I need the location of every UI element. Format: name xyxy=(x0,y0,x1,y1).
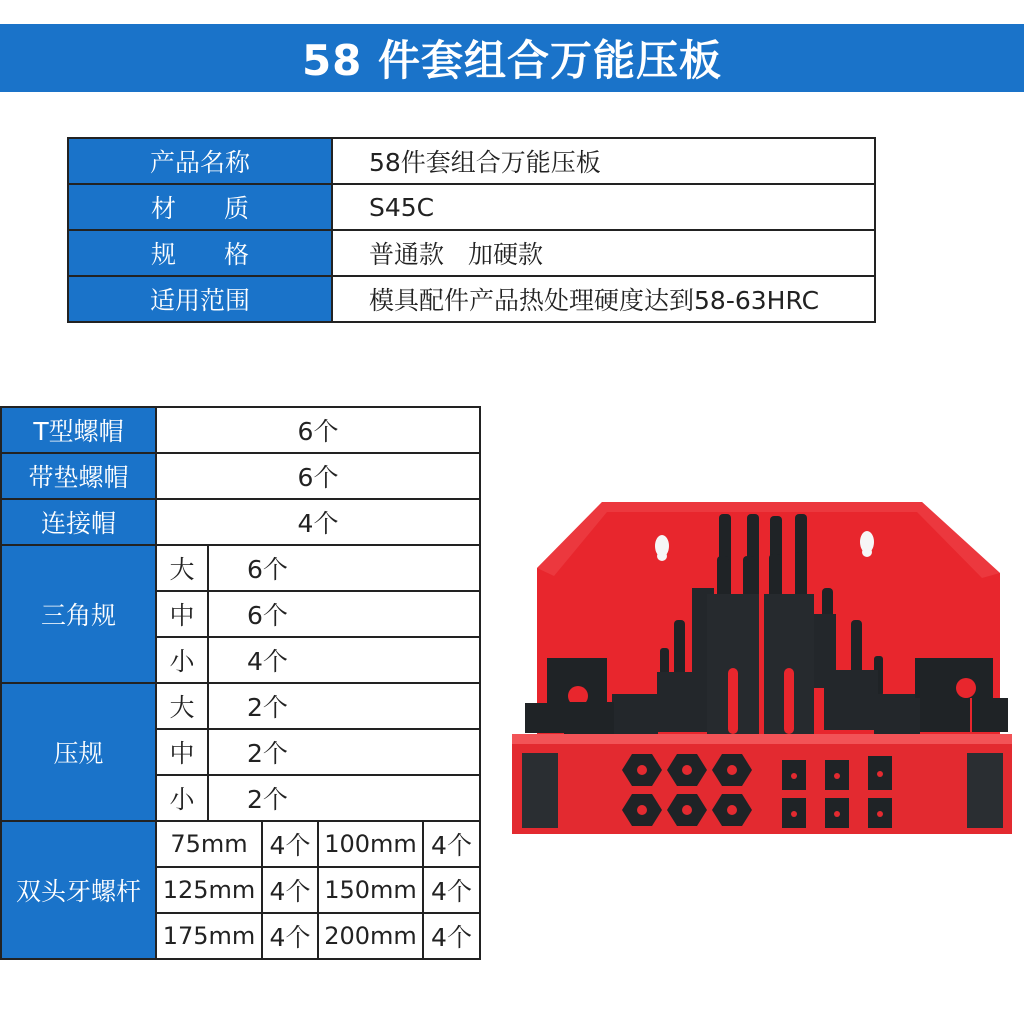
spec-value: 58件套组合万能压板 xyxy=(332,138,875,184)
part-qty: 2个 xyxy=(208,775,480,821)
part-qty: 2个 xyxy=(208,729,480,775)
part-label: T型螺帽 xyxy=(1,407,156,453)
part-label: 带垫螺帽 xyxy=(1,453,156,499)
part-label: 连接帽 xyxy=(1,499,156,545)
part-qty: 6个 xyxy=(208,591,480,637)
part-qty: 4个 xyxy=(208,637,480,683)
spec-row xyxy=(68,138,875,184)
part-qty: 2个 xyxy=(208,683,480,729)
stud-length: 100mm xyxy=(318,821,423,867)
spec-key: 适用范围 xyxy=(68,276,332,322)
parts-row xyxy=(1,453,480,499)
size-label: 中 xyxy=(156,729,208,775)
spec-key: 规 格 xyxy=(68,230,332,276)
stud-length: 150mm xyxy=(318,867,423,913)
stud-length: 200mm xyxy=(318,913,423,959)
stud-qty: 4个 xyxy=(423,821,480,867)
size-label: 小 xyxy=(156,637,208,683)
stud-length: 125mm xyxy=(156,867,262,913)
parts-table xyxy=(0,406,481,960)
spec-row xyxy=(68,230,875,276)
stud-qty: 4个 xyxy=(262,913,318,959)
stud-length: 175mm xyxy=(156,913,262,959)
parts-row xyxy=(1,499,480,545)
banner-title: 58 件套组合万能压板 xyxy=(301,36,723,85)
spec-row xyxy=(68,184,875,230)
parts-row xyxy=(1,821,480,867)
title-banner xyxy=(0,24,1024,92)
spec-table xyxy=(67,137,876,323)
part-label: 三角规 xyxy=(1,545,156,683)
spec-key: 材 质 xyxy=(68,184,332,230)
parts-row xyxy=(1,545,480,591)
stud-qty: 4个 xyxy=(262,867,318,913)
spec-row xyxy=(68,276,875,322)
size-label: 大 xyxy=(156,683,208,729)
stud-qty: 4个 xyxy=(262,821,318,867)
parts-row xyxy=(1,683,480,729)
part-qty: 6个 xyxy=(208,545,480,591)
spec-value: 模具配件产品热处理硬度达到58-63HRC xyxy=(332,276,875,322)
spec-value: 普通款 加硬款 xyxy=(332,230,875,276)
stud-qty: 4个 xyxy=(423,913,480,959)
parts-row xyxy=(1,407,480,453)
spec-key: 产品名称 xyxy=(68,138,332,184)
tray-front xyxy=(512,734,1012,834)
stud-length: 75mm xyxy=(156,821,262,867)
size-label: 小 xyxy=(156,775,208,821)
part-qty: 4个 xyxy=(156,499,480,545)
part-label: 压规 xyxy=(1,683,156,821)
part-qty: 6个 xyxy=(156,407,480,453)
stud-qty: 4个 xyxy=(423,867,480,913)
part-qty: 6个 xyxy=(156,453,480,499)
clamp-kit-photo xyxy=(512,498,1012,838)
spec-value: S45C xyxy=(332,184,875,230)
size-label: 中 xyxy=(156,591,208,637)
size-label: 大 xyxy=(156,545,208,591)
part-label: 双头牙螺杆 xyxy=(1,821,156,959)
